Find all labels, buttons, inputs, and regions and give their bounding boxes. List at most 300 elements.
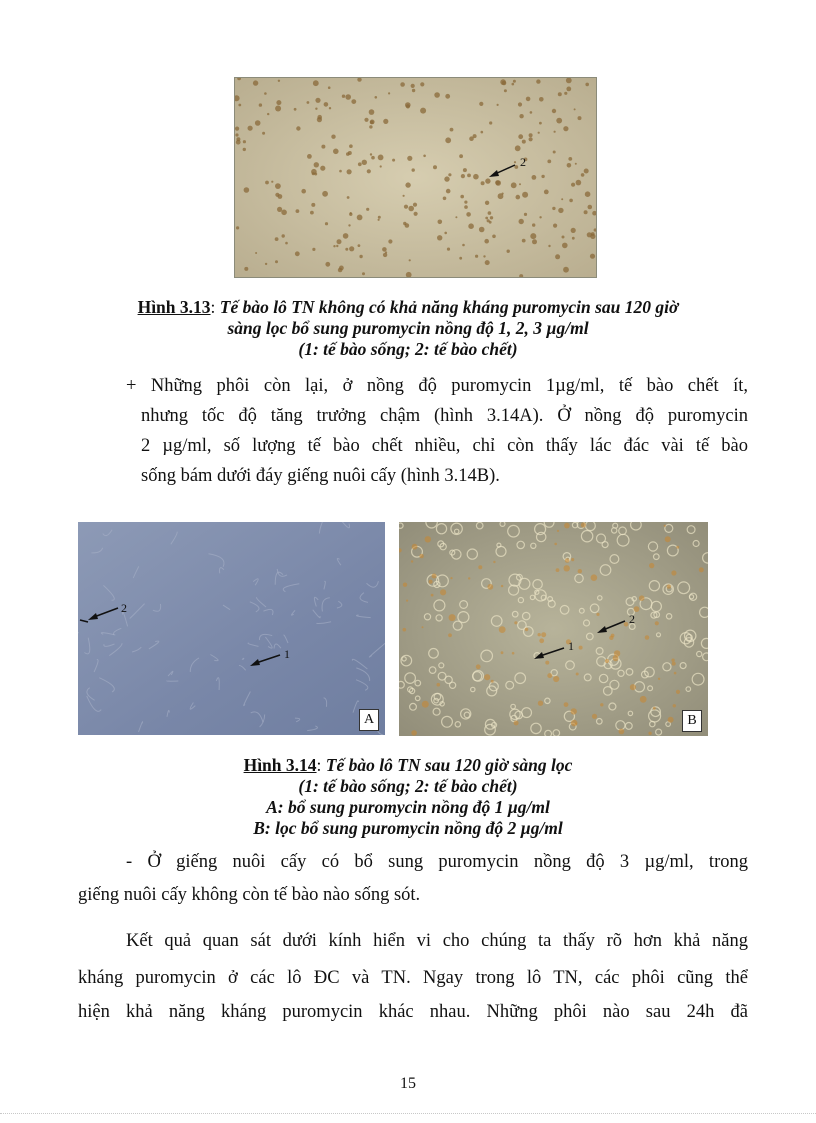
cell-dot	[493, 561, 495, 563]
cell-dot	[553, 224, 557, 228]
cell-dot	[434, 92, 440, 98]
micrograph-panel-a	[78, 522, 385, 735]
cell-dot	[525, 628, 529, 632]
cell-dot	[404, 205, 408, 209]
cell-dot	[585, 83, 589, 87]
cell-dot	[575, 723, 577, 725]
cell-dot	[516, 195, 521, 200]
paragraph-conclusion-cont	[78, 961, 748, 1029]
cell-dot	[545, 661, 549, 665]
cell-dot	[255, 252, 257, 254]
cell-dot	[565, 558, 570, 563]
cell-dot	[349, 246, 354, 251]
footer-divider	[0, 1113, 816, 1114]
cell-dot	[412, 544, 418, 550]
cell-dot	[504, 89, 507, 92]
cell-dot	[359, 255, 362, 258]
cell-dot	[592, 714, 597, 719]
cell-dot	[479, 102, 483, 106]
cell-dot	[558, 208, 563, 213]
cell-dot	[519, 219, 524, 224]
cell-dot	[501, 651, 504, 654]
cell-dot	[378, 155, 384, 161]
cell-dot	[446, 189, 451, 194]
cell-dot	[485, 260, 490, 265]
cell-dot	[425, 536, 431, 542]
cell-dot	[244, 267, 248, 271]
cell-dot	[411, 560, 413, 562]
cell-dot	[648, 732, 651, 735]
cell-dot	[445, 137, 451, 143]
cell-dot	[539, 216, 541, 218]
cell-dot	[285, 242, 288, 245]
cell-dot	[515, 145, 521, 151]
cell-dot	[349, 144, 353, 148]
cell-dot	[370, 120, 374, 124]
cell-dot	[259, 103, 262, 106]
panel-letter-b: B	[682, 710, 702, 732]
text-line: - Ở giếng nuôi cấy có bổ sung puromycin nồng độ 3 µg/ml, trong	[126, 852, 748, 872]
caption-label: Hình 3.13	[137, 297, 211, 317]
cell-dot	[584, 210, 588, 214]
cell-dot	[455, 216, 457, 218]
cell-dot	[561, 198, 563, 200]
panel-b-label-2: 2	[629, 612, 635, 626]
paragraph-results-2	[126, 847, 748, 877]
cell-dot	[571, 708, 577, 714]
cell-dot	[325, 262, 330, 267]
cell-dot	[443, 197, 447, 201]
cell-dot	[364, 118, 368, 122]
cell-dot	[538, 132, 540, 134]
cell-dot	[485, 201, 489, 205]
figure-3-14b-micrograph	[399, 522, 708, 736]
cell-dot	[367, 169, 371, 173]
cell-dot	[653, 707, 656, 710]
cell-dot	[243, 148, 246, 151]
cell-dot	[462, 244, 465, 247]
cell-dot	[345, 94, 351, 100]
cell-dot	[487, 584, 493, 590]
cell-dot	[333, 245, 335, 247]
cell-dot	[556, 118, 562, 124]
cell-dot	[619, 729, 625, 735]
text-line: nhưng tốc độ tăng trưởng chậm (hình 3.14A). Ở nồng độ puromycin	[141, 406, 748, 426]
cell-dot	[464, 205, 468, 209]
cell-dot	[522, 140, 526, 144]
text-line: Kết quả quan sát dưới kính hiển vi cho chúng ta thấy rõ hơn khả năng	[126, 931, 748, 951]
cell-dot	[409, 259, 411, 261]
cell-dot	[555, 254, 560, 259]
cell-dot	[432, 574, 437, 579]
cell-dot	[498, 193, 504, 199]
cell-dot	[590, 254, 595, 259]
cell-dot	[313, 80, 319, 86]
cell-dot	[278, 80, 280, 82]
cell-dot	[400, 82, 405, 87]
cell-dot	[343, 233, 349, 239]
cell-dot	[345, 248, 348, 251]
cell-dot	[578, 569, 582, 573]
cell-dot	[645, 635, 650, 640]
figure-3-14-caption	[0, 755, 816, 839]
cell-dot	[437, 235, 442, 240]
cell-dot	[564, 92, 567, 95]
cell-dot	[348, 224, 350, 226]
cell-dot	[236, 137, 240, 141]
cell-dot	[375, 96, 378, 99]
cell-dot	[600, 703, 603, 706]
cell-dot	[429, 580, 433, 584]
cell-dot	[339, 170, 342, 173]
text-line: hiện khả năng kháng puromycin khác nhau. Những phôi nào sau 24h đã	[78, 1002, 748, 1022]
cell-dot	[412, 89, 415, 92]
figure-3-14a-micrograph	[78, 522, 385, 735]
cell-dot	[544, 190, 549, 195]
text-line: + Những phôi còn lại, ở nồng độ puromycin 1µg/ml, tế bào chết ít,	[126, 376, 748, 396]
cell-dot	[587, 232, 592, 237]
cell-dot	[378, 216, 381, 219]
cell-dot	[275, 106, 281, 112]
cell-dot	[512, 83, 515, 86]
cell-dot	[507, 250, 510, 253]
cell-dot	[271, 181, 273, 183]
paragraph-results-1-cont	[141, 401, 748, 491]
cell-dot	[640, 696, 647, 703]
cell-dot	[366, 208, 369, 211]
cell-dot	[541, 632, 546, 637]
cell-dot	[490, 216, 493, 219]
cell-dot	[530, 233, 536, 239]
cell-dot	[307, 154, 312, 159]
cell-dot	[403, 628, 407, 632]
cell-dot	[576, 673, 579, 676]
cell-dot	[501, 585, 503, 587]
cell-dot	[412, 168, 415, 171]
caption-line2: (1: tế bào sống; 2: tế bào chết)	[298, 776, 518, 796]
cell-dot	[539, 638, 544, 643]
cell-dot	[382, 247, 387, 252]
cell-dot	[476, 664, 481, 669]
micrograph-dead-cells	[235, 78, 596, 277]
fig13-arrow-label: 2	[520, 155, 526, 169]
cell-dot	[406, 600, 408, 602]
caption-line1: Tế bào lô TN sau 120 giờ sàng lọc	[325, 755, 573, 775]
caption-line3: A: bổ sung puromycin nồng độ 1 µg/ml	[266, 797, 550, 817]
cell-dot	[301, 189, 306, 194]
cell-dot	[314, 162, 319, 167]
cell-dot	[336, 245, 338, 247]
cell-dot	[411, 84, 415, 88]
cell-dot	[571, 558, 574, 561]
cell-dot	[614, 650, 620, 656]
cell-dot	[538, 701, 543, 706]
cell-dot	[495, 180, 501, 186]
cell-dot	[579, 646, 583, 650]
cell-dot	[596, 613, 599, 616]
cell-dot	[518, 102, 522, 106]
cell-dot	[464, 201, 467, 204]
cell-dot	[554, 131, 556, 133]
cell-dot	[588, 205, 593, 210]
cell-dot	[489, 121, 492, 124]
cell-dot	[311, 203, 315, 207]
micrograph-panel-b	[399, 522, 708, 736]
cell-dot	[264, 92, 267, 95]
cell-dot	[307, 101, 310, 104]
text-line: giếng nuôi cấy không còn tế bào nào sống sót.	[78, 885, 421, 905]
cell-dot	[630, 684, 636, 690]
cell-dot	[282, 234, 285, 237]
cell-dot	[578, 116, 582, 120]
cell-dot	[562, 236, 565, 239]
cell-dot	[460, 195, 464, 199]
caption-sep: :	[210, 297, 220, 317]
cell-dot	[265, 181, 269, 185]
cell-dot	[512, 652, 515, 655]
cell-dot	[484, 239, 489, 244]
caption-line2: sàng lọc bổ sung puromycin nồng độ 1, 2, 3 µg/ml	[227, 318, 589, 338]
cell-dot	[536, 79, 540, 83]
cell-dot	[444, 176, 449, 181]
cell-dot	[522, 239, 526, 243]
cell-dot	[563, 267, 569, 273]
cell-dot	[388, 92, 390, 94]
cell-dot	[484, 674, 490, 680]
cell-dot	[351, 99, 356, 104]
cell-dot	[581, 522, 586, 527]
cell-dot	[584, 169, 589, 174]
cell-dot	[248, 126, 253, 131]
cell-dot	[423, 155, 426, 158]
cell-dot	[624, 622, 629, 627]
cell-dot	[315, 98, 320, 103]
cell-dot	[539, 97, 544, 102]
cell-dot	[437, 683, 441, 687]
cell-dot	[338, 268, 343, 273]
cell-dot	[314, 173, 317, 176]
cell-dot	[235, 127, 239, 131]
cell-dot	[485, 178, 490, 183]
cell-dot	[276, 100, 281, 105]
cell-dot	[553, 676, 559, 682]
caption-sep: :	[316, 755, 326, 775]
cell-dot	[468, 577, 470, 579]
cell-dot	[554, 543, 557, 546]
cell-dot	[526, 97, 531, 102]
cell-dot	[676, 690, 680, 694]
cell-dot	[463, 168, 467, 172]
cell-dot	[514, 621, 517, 624]
cell-dot	[459, 257, 462, 260]
cell-dot	[558, 92, 562, 96]
paragraph-results-2-cont	[78, 880, 748, 910]
cell-dot	[575, 163, 577, 165]
cell-dot	[489, 221, 492, 224]
cell-dot	[491, 680, 494, 683]
cell-dot	[422, 701, 429, 708]
caption-line4: B: lọc bổ sung puromycin nồng độ 2 µg/ml	[253, 818, 563, 838]
cell-dot	[295, 251, 300, 256]
cell-dot	[357, 215, 363, 221]
cell-dot	[466, 212, 471, 217]
cell-dot	[459, 154, 463, 158]
cell-dot	[674, 672, 677, 675]
cell-dot	[672, 662, 676, 666]
panel-letter-a: A	[359, 709, 379, 731]
cell-dot	[671, 659, 674, 662]
cell-dot	[450, 577, 452, 579]
cell-dot	[519, 183, 521, 185]
cell-dot	[664, 525, 666, 527]
cell-dot	[253, 80, 258, 85]
cell-dot	[378, 219, 380, 221]
cell-dot	[552, 109, 556, 113]
cell-dot	[500, 79, 506, 85]
cell-dot	[552, 207, 555, 210]
cell-dot	[564, 702, 569, 707]
cell-dot	[440, 589, 446, 595]
cell-dot	[569, 199, 573, 203]
cell-dot	[479, 227, 485, 233]
cell-dot	[450, 128, 454, 132]
cell-dot	[403, 195, 405, 197]
paragraph-results-1	[126, 371, 748, 401]
cell-dot	[405, 223, 410, 228]
cell-dot	[547, 160, 551, 164]
cell-dot	[347, 196, 350, 199]
cell-dot	[294, 108, 297, 111]
paragraph-conclusion	[126, 926, 748, 956]
cell-dot	[532, 175, 537, 180]
panel-a-label-2: 2	[121, 601, 127, 615]
cell-dot	[481, 181, 485, 185]
cell-dot	[449, 614, 456, 621]
cell-dot	[315, 108, 317, 110]
cell-dot	[347, 169, 352, 174]
cell-dot	[499, 626, 506, 633]
cell-dot	[518, 134, 523, 139]
cell-dot	[322, 191, 328, 197]
cell-dot	[497, 104, 499, 106]
cell-dot	[350, 212, 352, 214]
cell-dot	[408, 206, 414, 212]
cell-dot	[320, 166, 325, 171]
cell-dot	[278, 194, 283, 199]
cell-dot	[277, 207, 282, 212]
cell-dot	[235, 133, 238, 136]
panel-b-label-1: 1	[568, 639, 574, 653]
cell-dot	[325, 222, 328, 225]
cell-dot	[403, 583, 407, 587]
cell-dot	[405, 182, 410, 187]
cell-dot	[514, 161, 516, 163]
cell-dot	[557, 530, 559, 532]
cell-dot	[321, 145, 325, 149]
cell-dot	[562, 243, 568, 249]
cell-dot	[676, 546, 679, 549]
cell-dot	[467, 174, 471, 178]
cell-dot	[649, 563, 654, 568]
cell-dot	[370, 153, 372, 155]
cell-dot	[275, 183, 281, 189]
cell-dot	[532, 239, 537, 244]
cell-dot	[362, 272, 365, 275]
cell-dot	[547, 673, 552, 678]
cell-dot	[473, 174, 479, 180]
cell-dot	[388, 239, 392, 243]
figure-3-13-caption	[0, 297, 816, 360]
cell-dot	[529, 137, 533, 141]
caption-line1: Tế bào lô TN không có khả năng kháng puromycin sau 120 giờ	[219, 297, 679, 317]
cell-dot	[478, 565, 482, 569]
cell-dot	[529, 133, 533, 137]
cell-dot	[571, 183, 575, 187]
cell-dot	[406, 104, 410, 108]
cell-dot	[275, 237, 279, 241]
cell-dot	[668, 717, 674, 723]
cell-dot	[346, 152, 350, 156]
cell-dot	[262, 132, 265, 135]
cell-dot	[392, 159, 395, 162]
page-number: 15	[400, 1075, 416, 1092]
cell-dot	[328, 86, 331, 89]
figure-3-13-micrograph	[234, 77, 597, 278]
cell-dot	[255, 120, 261, 126]
cell-dot	[488, 211, 492, 215]
cell-dot	[438, 220, 443, 225]
cell-dot	[371, 156, 375, 160]
cell-dot	[243, 140, 246, 143]
cell-dot	[639, 595, 645, 601]
cell-dot	[369, 109, 375, 115]
cell-dot	[571, 228, 576, 233]
cell-dot	[576, 180, 582, 186]
cell-dot	[317, 115, 322, 120]
cell-dot	[699, 567, 704, 572]
cell-dot	[538, 633, 541, 636]
cell-dot	[492, 235, 496, 239]
panel-a-label-1: 1	[284, 647, 290, 661]
cell-dot	[324, 102, 329, 107]
cell-dot	[358, 244, 361, 247]
cell-dot	[541, 175, 544, 178]
cell-dot	[481, 131, 484, 134]
cell-dot	[419, 554, 423, 558]
cell-dot	[665, 536, 671, 542]
cell-dot	[667, 584, 671, 588]
cell-dot	[468, 223, 474, 229]
cell-dot	[671, 570, 676, 575]
cell-dot	[362, 160, 367, 165]
cell-dot	[329, 107, 331, 109]
cell-dot	[553, 151, 556, 154]
cell-dot	[511, 182, 517, 188]
cell-dot	[420, 82, 424, 86]
cell-dot	[566, 87, 571, 92]
cell-dot	[431, 594, 434, 597]
cell-dot	[296, 209, 300, 213]
cell-dot	[563, 126, 568, 131]
cell-dot	[448, 173, 451, 176]
text-line: sống bám dưới đáy giếng nuôi cấy (hình 3.14B).	[141, 466, 500, 486]
cell-dot	[568, 157, 572, 161]
cell-dot	[413, 203, 417, 207]
cell-dot	[564, 565, 570, 571]
cell-dot	[519, 114, 523, 118]
cell-dot	[539, 122, 542, 125]
cell-dot	[574, 108, 576, 110]
